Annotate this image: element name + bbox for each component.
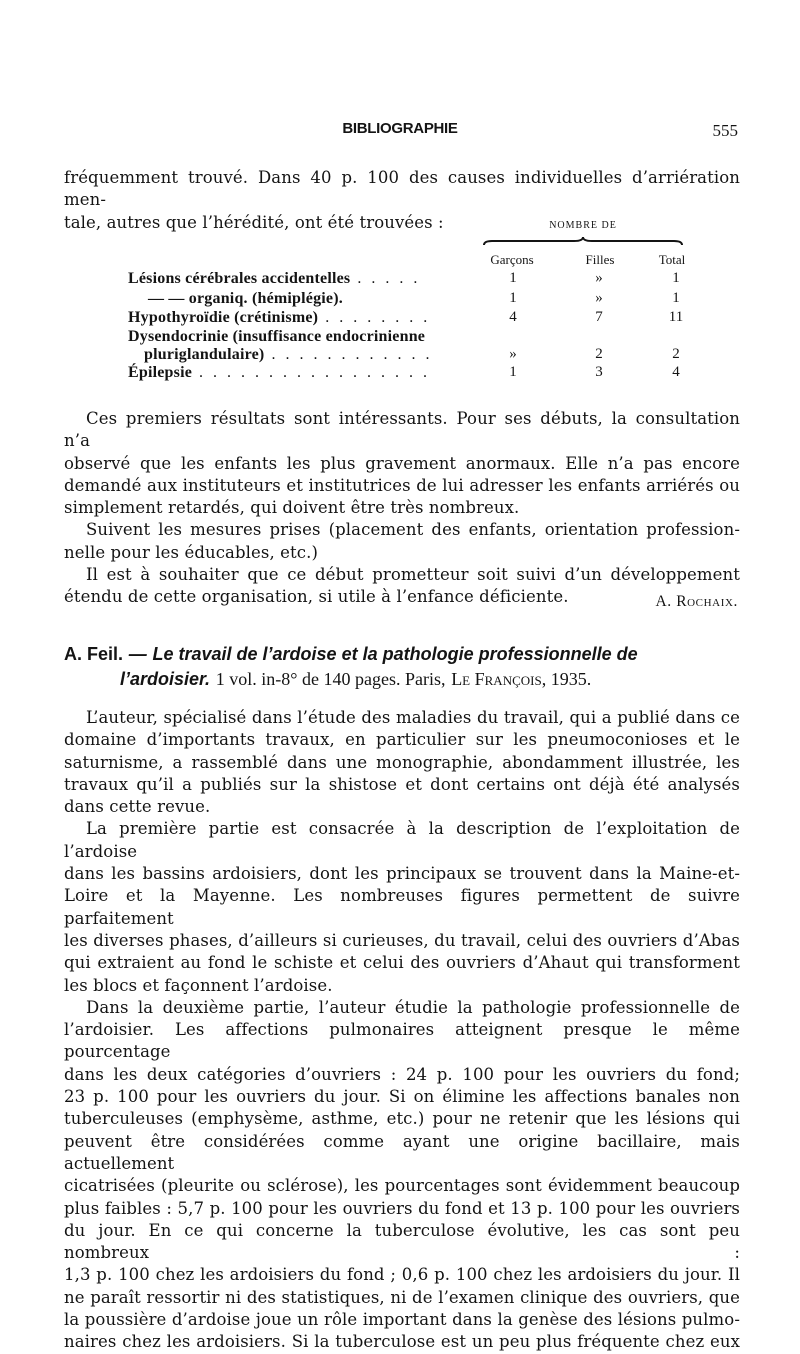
review-year: , 1935.: [541, 669, 592, 689]
cell-filles: »: [595, 270, 603, 286]
row-label: Lésions cérébrales accidentelles . . . . .: [128, 270, 421, 287]
text-line: naires chez les ardoisiers. Si la tuberculose est un peu plus fréquente chez eux: [64, 1332, 740, 1352]
row-label: Dysendocrinie (insuffisance endocrinienne: [128, 328, 426, 345]
cell-garcons: »: [509, 346, 517, 362]
cell-filles: »: [595, 290, 603, 306]
text-line: simplement retardés, qui doivent être très nombreux.: [64, 498, 520, 518]
column-header-garcons: Garçons: [490, 252, 534, 267]
cell-filles: 2: [595, 346, 603, 362]
text-line: Dans la deuxième partie, l’auteur étudie la pathologie professionnelle de: [86, 997, 740, 1017]
row-label: Épilepsie . . . . . . . . . . . . . . . . .: [128, 364, 431, 381]
text-line: fréquemment trouvé. Dans 40 p. 100 des causes individuelles d’arriération men-: [64, 168, 740, 210]
cell-garcons: 1: [509, 290, 517, 306]
text-line: la poussière d’ardoise joue un rôle important dans la genèse des lésions pulmo-: [64, 1310, 740, 1330]
text-line: Ces premiers résultats sont intéressants. Pour ses débuts, la consultation n’a: [64, 409, 740, 451]
review-title-continued: l’ardoisier.: [120, 669, 211, 689]
table-row: [128, 309, 688, 329]
running-header-title: BIBLIOGRAPHIE: [342, 120, 458, 137]
text-line: nelle pour les éducables, etc.): [64, 542, 318, 562]
row-label: pluriglandulaire) . . . . . . . . . . . .: [144, 346, 433, 363]
table-group-label: NOMBRE DE: [549, 220, 617, 231]
review-heading: [64, 642, 740, 692]
text-line: ne paraît ressortir ni des statistiques, ni de l’examen clinique des ouvriers, que: [64, 1287, 740, 1307]
cell-garcons: 1: [509, 364, 517, 380]
cell-filles: 7: [595, 309, 603, 325]
table-row: [128, 290, 688, 310]
reviewer-signature: A. Rochaix.: [655, 593, 738, 610]
cell-filles: 3: [595, 364, 603, 380]
cell-garcons: 1: [509, 270, 517, 286]
text-line: plus faibles : 5,7 p. 100 pour les ouvriers du fond et 13 p. 100 pour les ouvriers: [64, 1198, 740, 1218]
table-row: [128, 346, 688, 366]
page-number: 555: [712, 121, 738, 140]
text-line: qui extraient au fond le schiste et celui des ouvriers d’Ahaut qui transforment: [64, 953, 740, 973]
text-line: La première partie est consacrée à la description de l’exploitation de l’ardoise: [64, 819, 740, 861]
cell-total: 4: [672, 364, 680, 380]
review-title: Le travail de l’ardoise et la pathologie professionnelle de: [152, 644, 638, 664]
text-line: 23 p. 100 pour les ouvriers du jour. Si on élimine les affections banales non: [64, 1087, 740, 1107]
text-line: observé que les enfants les plus gravement anormaux. Elle n’a pas encore: [64, 453, 740, 473]
cell-garcons: 4: [509, 309, 517, 325]
text-line: saturnisme, a rassemblé dans une monographie, abondamment illustrée, les: [64, 752, 740, 772]
column-header-total: Total: [658, 252, 686, 267]
review-publisher: Le François: [451, 669, 542, 689]
text-line: les diverses phases, d’ailleurs si curieuses, du travail, celui des ouvriers d’Abas: [64, 930, 740, 950]
table-group-header: [482, 220, 684, 247]
brace-icon: [482, 237, 684, 247]
text-line: du jour. En ce qui concerne la tuberculose évolutive, les cas sont peu nombreux :: [64, 1220, 740, 1263]
text-line: Loire et la Mayenne. Les nombreuses figures permettent de suivre parfaitement: [64, 886, 740, 928]
text-line: Suivent les mesures prises (placement des enfants, orientation profession-: [86, 520, 740, 540]
text-line: demandé aux instituteurs et institutrices de lui adresser les enfants arriérés ou: [64, 475, 740, 495]
review-author: A. Feil.: [64, 644, 124, 664]
text-line: dans cette revue.: [64, 797, 211, 817]
table-row: [128, 270, 688, 290]
cell-total: 11: [668, 309, 684, 325]
text-line: l’ardoisier. Les affections pulmonaires atteignent presque le même pourcentage: [64, 1020, 740, 1062]
text-line: domaine d’importants travaux, en particulier sur les pneumoconioses et le: [64, 730, 740, 750]
cell-total: 1: [672, 290, 680, 306]
text-line: travaux qu’il a publiés sur la shistose et dont certains ont déjà été analysés: [64, 774, 740, 794]
text-line: les blocs et façonnent l’ardoise.: [64, 975, 333, 995]
text-line: tale, autres que l’hérédité, ont été trouvées :: [64, 212, 444, 232]
review-dash: —: [128, 644, 147, 664]
text-line: étendu de cette organisation, si utile à l’enfance déficiente.: [64, 587, 569, 607]
row-label: — — organiq. (hémiplégie).: [148, 290, 343, 307]
text-line: dans les bassins ardoisiers, dont les principaux se trouvent dans la Maine-et-: [64, 864, 740, 884]
text-line: 1,3 p. 100 chez les ardoisiers du fond ; 0,6 p. 100 chez les ardoisiers du jour. Il: [64, 1265, 740, 1285]
column-header-filles: Filles: [585, 252, 615, 267]
text-line: Il est à souhaiter que ce début prometteur soit suivi d’un développement: [86, 565, 740, 585]
text-line: tuberculeuses (emphysème, asthme, etc.) pour ne retenir que les lésions qui: [64, 1109, 740, 1129]
table-row: [128, 328, 688, 348]
cell-total: 2: [672, 346, 680, 362]
text-line: peuvent être considérées comme ayant une origine bacillaire, mais actuellement: [64, 1131, 740, 1173]
cell-total: 1: [672, 270, 680, 286]
table-row: [128, 364, 688, 384]
text-line: dans les deux catégories d’ouvriers : 24 p. 100 pour les ouvriers du fond;: [64, 1064, 740, 1084]
text-line: L’auteur, spécialisé dans l’étude des maladies du travail, qui a publié dans ce: [86, 708, 740, 727]
row-label: Hypothyroïdie (crétinisme) . . . . . . . .: [128, 309, 431, 326]
review-biblio: 1 vol. in-8° de 140 pages. Paris,: [215, 669, 446, 689]
results-paragraph: [64, 408, 740, 609]
review-body: [64, 707, 740, 1354]
text-line: cicatrisées (pleurite ou sclérose), les pourcentages sont évidemment beaucoup: [64, 1176, 740, 1196]
